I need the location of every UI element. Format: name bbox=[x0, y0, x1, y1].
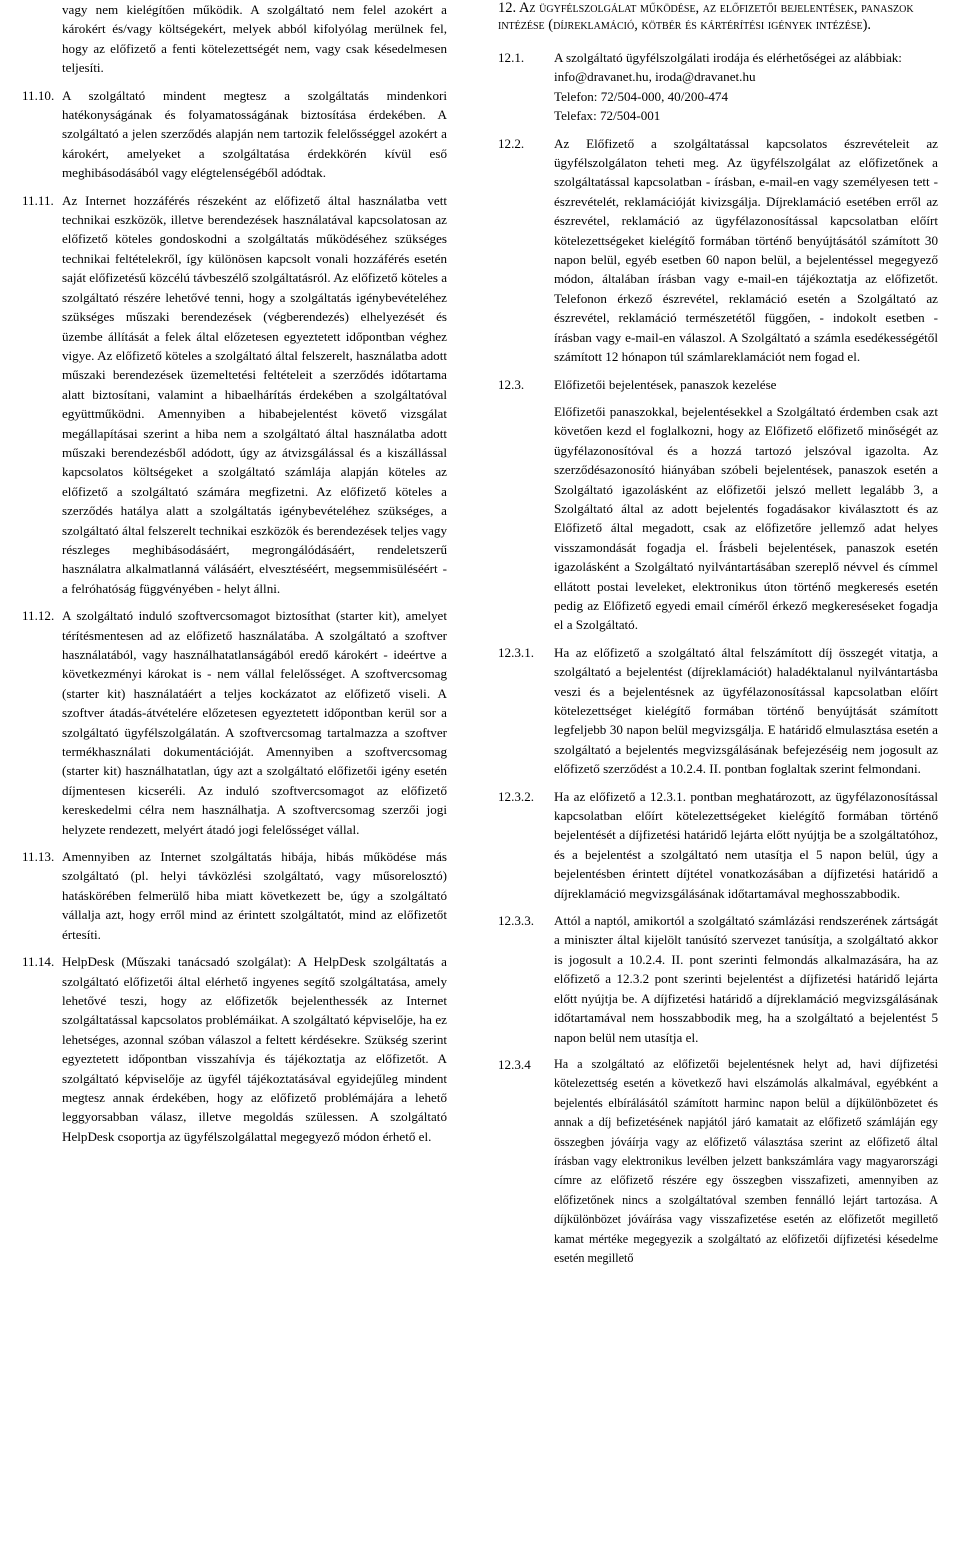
contact-fax: Telefax: 72/504-001 bbox=[554, 108, 661, 124]
contact-email: info@dravanet.hu, iroda@dravanet.hu bbox=[554, 69, 756, 85]
clause-text: Amennyiben az Internet szolgáltatás hibája, hibás működése más szolgáltató (pl. helyi távközlési szolgáltató, vagy műsorelosztó) hatáskörében felmerülő hiba miatt következett be, úgy a szolgáltató vállalja azt, hogy erről mind az érintett szolgáltatót, mind az előfizetőt értesíti. bbox=[62, 849, 447, 942]
clause-text: A szolgáltató ügyfélszolgálati irodája és elérhetőségei az alábbiak: bbox=[554, 50, 902, 65]
section-title: 12. Az ügyfélszolgálat működése, az előfizetői bejelentések, panaszok intézése (díjreklamáció, kötbér és kártérítési igények intézése). bbox=[498, 0, 914, 33]
clause-12-3-2 bbox=[498, 787, 938, 903]
clause-text: Az Internet hozzáférés részeként az előfizető által használatba vett technikai eszközök, illetve berendezések használatával kapcsolatosan az előfizető köteles gondoskodni a szolgáltatás működéséhez szükséges technikai feltételekről, így különösen kapcsolt vonali hozzáférés esetén saját előfizetésű közcélú távbeszélő szolgáltatásról. Az előfizető köteles a szolgáltató részére lehetővé tenni, hogy a szolgáltatás igénybevételéhez szükséges műszaki berendezések (végberendezés) elhelyezését és üzembe állítását a felek által előzetesen egyeztetett időpontban véghez vigye. Az előfizető köteles a szolgáltató által felszerelt, használatba adott műszaki berendezések üzemeltetési feltételeit a szerződés időtartama alatt biztosítani, valamint a hibaelhárítás érdekében a szolgáltatóval együttműködni. Amennyiben a hibabejelentést követő vizsgálat megállapításai szerint a hiba nem a szolgáltató által használatba adott műszaki berendezésből adódott, úgy az átvizsgálással és a kiszállással kapcsolatos költségeket a szolgáltató számlája alapján köteles az előfizető a szolgáltató számára megfizetni. Az előfizető köteles a szerződés hatálya alatt a szolgáltatás igénybevételéhez szükséges, a szolgáltató által felszerelt technikai eszközök és berendezések teljes vagy részleges meghibásodásáért, megrongálódásáért, rendeletszerű használatra alkalmatlanná válásáért, elvesztéséért, megsemmisüléséért - a felróhatóság függvényében - helyt állni. bbox=[62, 192, 448, 596]
clause-number: 12.3.3. bbox=[498, 913, 535, 929]
clause-11-10 bbox=[22, 86, 447, 183]
clause-number: 12.3. bbox=[498, 376, 525, 392]
clause-number: 12.1. bbox=[498, 50, 525, 65]
clause-11-12 bbox=[22, 606, 447, 839]
left-column bbox=[22, 0, 447, 1146]
clause-number: 11.12. bbox=[22, 608, 55, 624]
clause-number: 12.3.2. bbox=[498, 788, 535, 804]
clause-11-13 bbox=[22, 847, 447, 944]
clause-text: Ha az előfizető a 12.3.1. pontban meghatározott, az ügyfélazonosítással kapcsolatban előírt kötelezettségeket kielégítő formában történő bejelentését a díjfizetési határidő lejárta előtt nyújtja be a szolgáltatóhoz, és a bejelentést a szolgáltató nem utasítja el 5 napon belül, úgy a bejelentésben érintett díjtétel vonatkozásában a díjfizetési határidő a díjreklamáció megvizsgálásának időtartamával meghosszabbodik. bbox=[554, 788, 938, 901]
clause-number: 12.3.1. bbox=[498, 644, 535, 660]
clause-text: A szolgáltató mindent megtesz a szolgáltatás mindenkori hatékonyságának és folyamatosságának biztosítása érdekében. A szolgáltató a jelen szerződés alapján nem tartozik felelősséggel azokért a károkért, amelyeket a szolgáltatása érdekkörén kívül eső meghibásodásából vagy elégtelenségéből adódtak. bbox=[62, 87, 447, 181]
clause-number: 12.2. bbox=[498, 135, 525, 151]
intro-paragraph: vagy nem kielégítően működik. A szolgáltató nem felel azokért a károkért és/vagy költségekért, melyek abból kifolyólag merülnek fel, hogy az előfizető a fenti kötelezettségét nem, vagy csak késedelmesen teljesíti. bbox=[62, 2, 447, 76]
clause-11-14 bbox=[22, 952, 447, 1146]
clause-text: Előfizetői panaszokkal, bejelentésekkel a Szolgáltató érdemben csak azt követően kezd el foglalkozni, hogy az Előfizető előfizető minőségét az ügyfélazonosítóval és a hozzá tartozó jelszóval igazolta. Az szerződésazonosító hiányában szóbeli bejelentések, panaszok esetén a Szolgáltató igazolásként az előfizetői jelszó mellett legalább 3, a Szolgáltató által az adott bejelentés fogadásakor kiválasztott és az Előfizető által megadott, csak az előfizetőre jellemző adat helyes visszamondását fogadja el. Írásbeli bejelentések, panaszok esetén igazolásként a Szolgáltató nyilvántartásában szereplő névvel és címmel ellátott postai leveleket, elektronikus úton történő megkeresés esetén pedig az Előfizető egyedi email címéről érkező megkereséseket fogadja el a Szolgáltató. bbox=[554, 403, 938, 633]
contact-phone: Telefon: 72/504-000, 40/200-474 bbox=[554, 88, 729, 104]
clause-text: HelpDesk (Műszaki tanácsadó szolgálat): A HelpDesk szolgáltatás a szolgáltató előfizetői által elérhető ingyenes segítő szolgáltatása, amely lehetővé teszi, hogy az előfizetők bejelenthessék az Internet szolgáltatással kapcsolatos problémáikat. A szolgáltató képviselője, ha ez lehetséges, azonnal szóban válaszol a feltett kérdésekre. Szükség szerint egyeztetett időpontban visszahívja és tájékoztatja az előfizetőt. A szolgáltató képviselője az ügyfél tájékoztatásával egyidejűleg mindent megtesz annak érdekében, hogy az előfizető problémájára a lehető leggyorsabban válasz, illetve megoldás szülessen. A szolgáltató HelpDesk csoportja az ügyfélszolgálattal megegyező módon érhető el. bbox=[62, 954, 447, 1144]
clause-text: Ha az előfizető a szolgáltató által felszámított díj összegét vitatja, a szolgáltató a bejelentést (díjreklamációt) haladéktalanul nyilvántartásba veszi és a bejelentésnek az ügyfélazonosítással kapcsolatban előírt kötelezettséget kielégítő formában történő benyújtását számított legfeljebb 30 napon belül megvizsgálja. E határidő elmulasztása esetén a szolgáltató a bejelentés megvizsgálásának befejezéséig nem jogosult az előfizető szerződést a 10.2.4. II. pontban foglaltak szerint felmondani. bbox=[554, 644, 938, 777]
clause-12-1 bbox=[498, 48, 938, 126]
clause-number: 11.10. bbox=[22, 87, 55, 103]
right-column bbox=[498, 0, 938, 1268]
clause-12-3-4 bbox=[498, 1055, 938, 1268]
clause-12-3-3 bbox=[498, 911, 938, 1047]
clause-text: A szolgáltató induló szoftvercsomagot biztosíthat (starter kit), amelyet térítésmentesen ad az előfizető használatába. A szolgáltató a szoftver használatából, vagy használhatatlanságából eredő károkért - ideértve a következményi károkat is - nem vállal felelősséget. A szoftvercsomag (starter kit) használatáért a teljes kockázatot az előfizető viseli. A szoftver átadás-átvételére előzetesen egyeztetett időpontban kerül sor a szolgáltató ügyfélszolgálatán. A szoftvercsomag tartalmazza a szoftver termékhasználati dokumentációját. Amennyiben a szoftvercsomag (starter kit) használhatatlan, úgy azt a szolgáltató előfizetői igény esetén díjmentesen kicseréli. Az induló szoftvercsomagot az előfizető kereskedelmi célra nem használhatja. A szoftvercsomag szerzői jogi helyzete rendezett, melyért átadó jogi felelősséget vállal. bbox=[62, 608, 447, 837]
clause-12-2 bbox=[498, 134, 938, 367]
clause-heading: Előfizetői bejelentések, panaszok kezelése bbox=[554, 376, 777, 392]
clause-text: Az Előfizető a szolgáltatással kapcsolatos észrevételeit az ügyfélszolgálaton teheti meg. Az ügyfélszolgálat az előfizetőnek a szolgáltatással kapcsolatban - írásban, e-mail-en vagy személyesen tett - észrevételét, reklamációját kivizsgálja. Díjreklamáció esetében erről az észrevétel, reklamáció az ügyfélazonosítással kapcsolatban előírt kötelezettségeket kielégítő formában történő benyújtásától számított 30 napon belül, egyéb esetben 60 napon belül, a bejelentéssel megegyező módon, általában írásban vagy e-mail-en tájékoztatja az előfizetőt. Telefonon érkező észrevétel, reklamáció esetén a Szolgáltató az észrevétel, reklamáció természetétől függően, - indokolt esetben - írásban vagy e-mail-en válaszol. A Szolgáltató a számla esedékességétől számított 12 hónapon túl számlareklamációt nem fogad el. bbox=[554, 135, 938, 365]
clause-number: 12.3.4 bbox=[498, 1056, 531, 1072]
clause-12-3 bbox=[498, 375, 938, 635]
clause-number: 11.14. bbox=[22, 954, 55, 970]
clause-number: 11.11. bbox=[22, 192, 54, 208]
clause-number: 11.13. bbox=[22, 849, 55, 865]
clause-text: Ha a szolgáltató az előfizetői bejelentésnek helyt ad, havi díjfizetési kötelezettség esetén a következő havi elszámolás alkalmával, egyébként a bejelentés elbírálásától számított harminc napon belül a díjkülönbözetet és annak a díj befizetésének napjától járó kamatait az előfizető számláján egy összegben jóváírja vagy az előfizető választása szerint az előfizető által írásban vagy elektronikus levélben jelzett bankszámlára vagy magyarországi címre az előfizető részére egy összegben visszafizeti, amennyiben az előfizetőnek nincs a szolgáltatóval szemben fennálló lejárt tartozása. A díjkülönbözet jóváírása vagy visszafizetése esetén az előfizetőt megillető kamat mértéke megegyezik a szolgáltató az előfizetői díjfizetési késedelme esetén megillető bbox=[554, 1056, 938, 1265]
clause-11-11 bbox=[22, 191, 447, 599]
clause-text: Attól a naptól, amikortól a szolgáltató számlázási rendszerének zártságát a miniszter által kijelölt tanúsító szervezet tanúsítja, a szolgáltató akkor is jogosult a 10.2.4. II. pont szerinti felmondás alkalmazására, ha az előfizető a 12.3.2 pont szerinti bejelentést a díjfizetési határidő lejárta előtt nyújtja be. A díjfizetési határidő a díjreklamáció megvizsgálásának időtartamával nem hosszabbodik meg, ha a szolgáltató a bejelentést 5 napon belül nem utasítja el. bbox=[554, 913, 938, 1045]
clause-12-3-1 bbox=[498, 643, 938, 779]
